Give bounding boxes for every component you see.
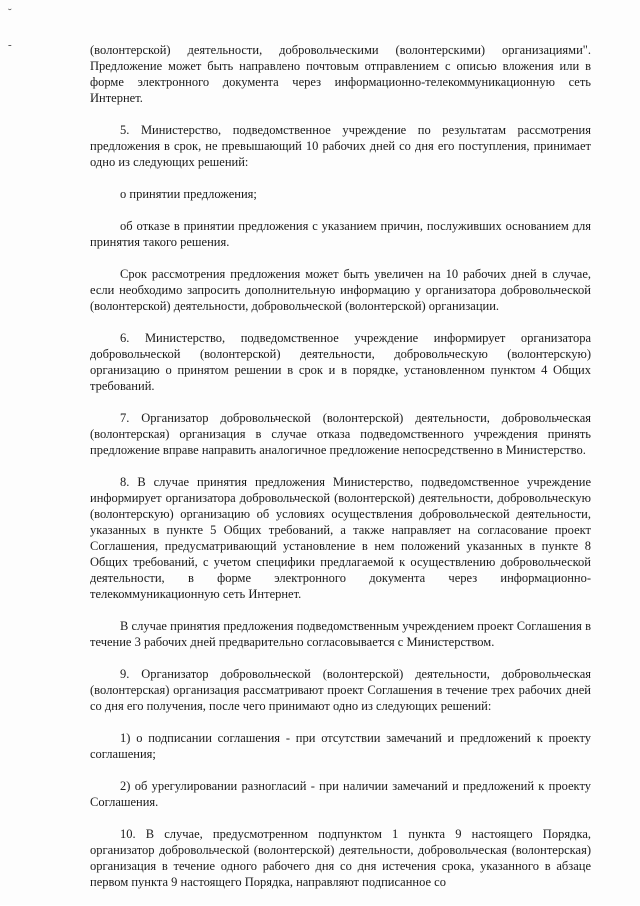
- paragraph-8: 8. В случае принятия предложения Министерство, подведомственное учреждение информирует организатора добровольческой (волонтерской) деятельности, добровольческую (волонтерскую) организацию об условиях осуществления добровольческой деятельности, указанных в пункте 5 Общих требований, а также направляет на согласование проект Соглашения, предусматривающий установление в нем положений указанных в пункте 8 Общих требований, с учетом специфики предлагаемой к осуществлению добровольческой деятельности, в форме электронного документа через информационно-телекоммуникационную сеть Интернет.: [90, 475, 591, 601]
- scan-mark-mid: -: [8, 39, 12, 51]
- paragraph-5: 5. Министерство, подведомственное учреждение по результатам рассмотрения предложения в срок, не превышающий 10 рабочих дней со дня его поступления, принимает одно из следующих решений:: [90, 123, 591, 169]
- paragraph-8-approval: В случае принятия предложения подведомственным учреждением проект Соглашения в течение 3 рабочих дней предварительно согласовывается с Министерством.: [90, 619, 591, 649]
- paragraph-5-option-accept: о принятии предложения;: [120, 187, 257, 201]
- paragraph-9: 9. Организатор добровольческой (волонтерской) деятельности, добровольческая (волонтерская) организация рассматривают проект Соглашения в течение трех рабочих дней со дня его получения, после чего принимают одно из следующих решений:: [90, 667, 591, 713]
- scan-mark-top: ˘: [8, 7, 12, 19]
- paragraph-7: 7. Организатор добровольческой (волонтерской) деятельности, добровольческая (волонтерская) организация в случае отказа подведомственного учреждения принять предложение вправе направить аналогичное предложение непосредственно в Министерство.: [90, 411, 591, 457]
- document-body: [90, 42, 591, 906]
- paragraph-continuation: (волонтерской) деятельности, добровольческими (волонтерскими) организациями". Предложение может быть направлено почтовым отправлением с описью вложения или в форме электронного документа через информационно-телекоммуникационную сеть Интернет.: [90, 43, 591, 105]
- paragraph-5-option-reject: об отказе в принятии предложения с указанием причин, послуживших основанием для принятия такого решения.: [90, 219, 591, 249]
- paragraph-5-term-extension: Срок рассмотрения предложения может быть увеличен на 10 рабочих дней в случае, если необходимо запросить дополнительную информацию у организатора добровольческой (волонтерской) деятельности, добровольческой (волонтерской) организации.: [90, 267, 591, 313]
- paragraph-10: 10. В случае, предусмотренном подпунктом 1 пункта 9 настоящего Порядка, организатор добровольческой (волонтерской) деятельности, добровольческая (волонтерская) организация в течение одного рабочего дня со дня истечения срока, указанного в абзаце первом пункта 9 настоящего Порядка, направляют подписанное со: [90, 827, 591, 889]
- paragraph-6: 6. Министерство, подведомственное учреждение информирует организатора добровольческой (волонтерской) деятельности, добровольческую (волонтерскую) организацию о принятом решении в срок и в порядке, установленном пунктом 4 Общих требований.: [90, 331, 591, 393]
- paragraph-9-item-2: 2) об урегулировании разногласий - при наличии замечаний и предложений к проекту Соглашения.: [90, 779, 591, 809]
- paragraph-9-item-1: 1) о подписании соглашения - при отсутствии замечаний и предложений к проекту соглашения;: [90, 731, 591, 761]
